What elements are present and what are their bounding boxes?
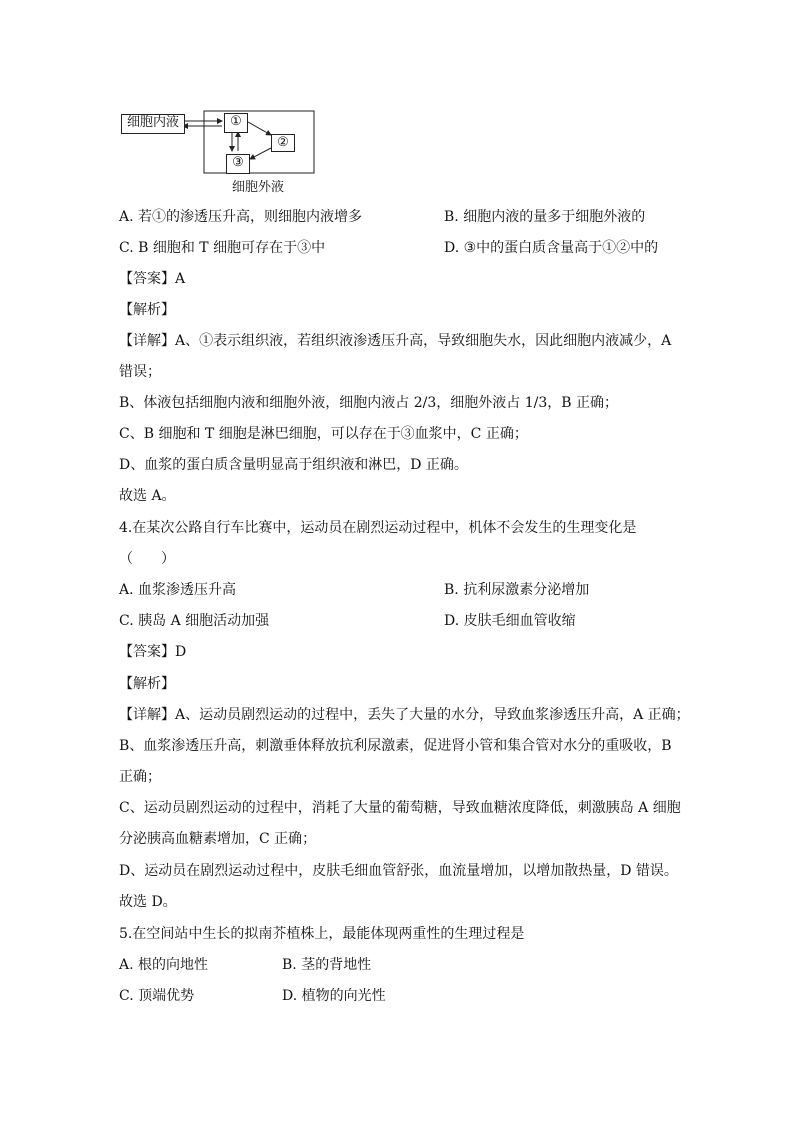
q4-option-a: A. 血浆渗透压升高	[119, 582, 237, 598]
q4-detail-3a: C、运动员剧烈运动的过程中，消耗了大量的葡萄糖，导致血糖浓度降低，刺激胰岛 A 细胞	[119, 800, 681, 816]
q3-conclusion: 故选 A。	[119, 488, 176, 504]
q3-detail-2: B、体液包括细胞内液和细胞外液，细胞内液占 2/3，细胞外液占 1/3，B 正确；	[119, 395, 618, 411]
q3-option-c: C. B 细胞和 T 细胞可存在于③中	[119, 240, 326, 256]
node-1-label: ①	[230, 114, 242, 129]
body-fluid-diagram	[121, 108, 321, 194]
q3-detail-1b: 错误；	[119, 364, 161, 380]
q4-answer: 【答案】D	[119, 644, 187, 660]
q4-analysis-heading: 【解析】	[119, 676, 175, 692]
node-1-box	[224, 113, 248, 133]
q5-option-a: A. 根的向地性	[119, 957, 209, 973]
q5-option-d: D. 植物的向光性	[282, 988, 386, 1004]
q3-detail-3: C、B 细胞和 T 细胞是淋巴细胞，可以存在于③血浆中，C 正确；	[119, 426, 528, 442]
q4-stem: 4.在某次公路自行车比赛中，运动员在剧烈运动过程中，机体不会发生的生理变化是	[119, 520, 637, 536]
q3-answer: 【答案】A	[119, 271, 186, 287]
q3-analysis-heading: 【解析】	[119, 302, 175, 318]
q4-detail-1: 【详解】A、运动员剧烈运动的过程中，丢失了大量的水分，导致血浆渗透压升高，A 正确；	[119, 707, 690, 723]
q4-option-d: D. 皮肤毛细血管收缩	[444, 613, 576, 629]
q4-detail-2b: 正确；	[119, 769, 161, 785]
extracellular-label: 细胞外液	[232, 180, 285, 195]
q3-option-d: D. ③中的蛋白质含量高于①②中的	[444, 240, 659, 256]
q3-detail-1a: 【详解】A、①表示组织液，若组织液渗透压升高，导致细胞失水，因此细胞内液减少，A	[119, 333, 672, 349]
q5-stem: 5.在空间站中生长的拟南芥植株上，最能体现两重性的生理过程是	[119, 926, 525, 942]
intracellular-fluid-box	[121, 114, 185, 134]
q3-detail-4: D、血浆的蛋白质含量明显高于组织液和淋巴，D 正确。	[119, 457, 468, 473]
q3-option-b: B. 细胞内液的量多于细胞外液的	[444, 209, 646, 225]
node-2-label: ②	[277, 135, 289, 150]
node-3-box	[226, 154, 250, 174]
q4-detail-4: D、运动员在剧烈运动过程中，皮肤毛细血管舒张，血流量增加，以增加散热量，D 错误。	[119, 863, 678, 879]
q5-option-b: B. 茎的背地性	[282, 957, 372, 973]
q4-detail-3b: 分泌胰高血糖素增加，C 正确；	[119, 831, 317, 847]
q4-stem-paren: （ ）	[119, 551, 175, 567]
intracellular-label: 细胞内液	[126, 115, 179, 130]
node-3-label: ③	[232, 155, 244, 170]
q3-option-a: A. 若①的渗透压升高，则细胞内液增多	[119, 209, 363, 225]
q4-option-c: C. 胰岛 A 细胞活动加强	[119, 613, 270, 629]
q4-detail-2a: B、血浆渗透压升高，刺激垂体释放抗利尿激素，促进肾小管和集合管对水分的重吸收，B	[119, 738, 672, 754]
node-2-box	[271, 134, 295, 152]
q5-option-c: C. 顶端优势	[119, 988, 195, 1004]
q4-conclusion: 故选 D。	[119, 894, 177, 910]
q4-option-b: B. 抗利尿激素分泌增加	[444, 582, 590, 598]
